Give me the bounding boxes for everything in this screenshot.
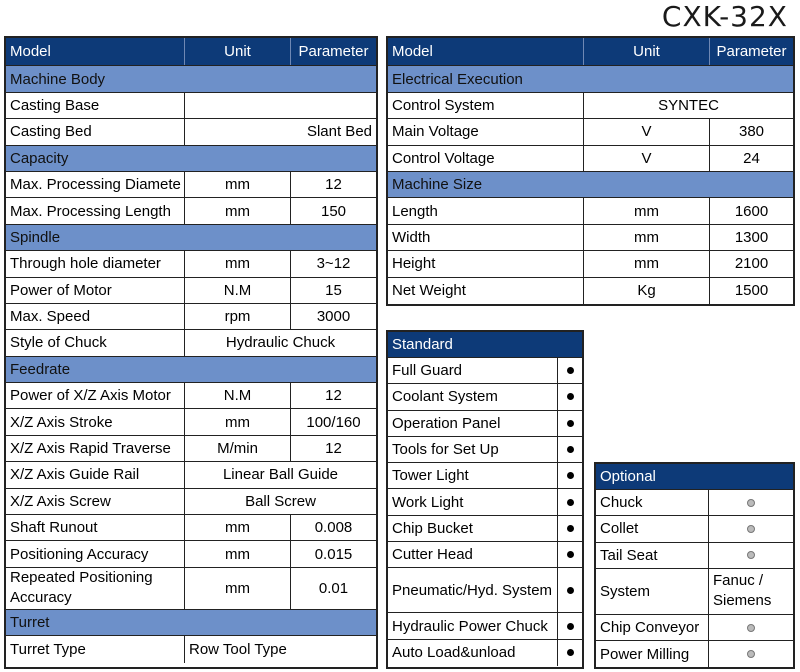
section-row (6, 146, 376, 172)
optional-header (596, 464, 793, 490)
header-parameter: Parameter (298, 43, 369, 61)
table-row (6, 330, 376, 356)
optional-item (596, 543, 793, 569)
standard-item-label: Pneumatic/Hyd. System (388, 568, 558, 612)
included-dot-icon (567, 551, 574, 558)
standard-mark-cell (558, 411, 582, 436)
row-label: Control Voltage (388, 146, 584, 171)
row-label: Style of Chuck (6, 330, 185, 355)
optional-dot-icon (747, 624, 755, 632)
table-row (6, 568, 376, 610)
table-row (6, 436, 376, 462)
included-dot-icon (567, 367, 574, 374)
row-value (185, 93, 376, 118)
section-row (6, 225, 376, 251)
optional-item-label: Chuck (596, 490, 709, 515)
included-dot-icon (567, 499, 574, 506)
standard-mark-cell (558, 358, 582, 383)
row-label: Net Weight (388, 278, 584, 304)
standard-item (388, 463, 582, 489)
row-unit: N.M (185, 278, 291, 303)
row-unit: mm (185, 251, 291, 276)
table-row (388, 225, 793, 251)
table-row (388, 251, 793, 277)
standard-header (388, 332, 582, 358)
row-value: 3~12 (316, 255, 351, 273)
row-unit: mm (185, 198, 291, 223)
table-row (6, 515, 376, 541)
included-dot-icon (567, 623, 574, 630)
table-row (388, 119, 793, 145)
table-row (6, 119, 376, 145)
header-model: Model (388, 38, 584, 65)
header-parameter: Parameter (716, 43, 787, 61)
table-row (388, 278, 793, 304)
standard-item (388, 613, 582, 639)
standard-item (388, 411, 582, 437)
row-unit: mm (185, 568, 291, 609)
standard-mark-cell (558, 640, 582, 666)
optional-table (594, 462, 795, 669)
standard-item-label: Hydraulic Power Chuck (388, 613, 558, 638)
header-model: Model (6, 38, 185, 65)
row-value: 1500 (734, 282, 769, 300)
optional-mark-cell (709, 490, 793, 515)
optional-mark-cell (709, 641, 793, 667)
row-label: X/Z Axis Rapid Traverse (6, 436, 185, 461)
optional-dot-icon (747, 499, 755, 507)
row-value: Row Tool Type (189, 640, 287, 658)
row-label: Max. Speed (6, 304, 185, 329)
section-label: Machine Body (10, 70, 106, 88)
standard-mark-cell (558, 384, 582, 409)
section-label: Turret (10, 614, 50, 631)
row-label: Main Voltage (388, 119, 584, 144)
row-value: 380 (738, 123, 765, 141)
row-label: X/Z Axis Screw (6, 489, 185, 514)
included-dot-icon (567, 525, 574, 532)
optional-dot-icon (747, 650, 755, 658)
optional-item (596, 615, 793, 641)
section-label: Electrical Execution (392, 70, 523, 88)
standard-mark-cell (558, 516, 582, 541)
row-label: Shaft Runout (6, 515, 185, 540)
row-value: 1300 (734, 228, 769, 246)
standard-item-label: Full Guard (388, 358, 558, 383)
standard-mark-cell (558, 437, 582, 462)
included-dot-icon (567, 393, 574, 400)
optional-title: Optional (600, 468, 656, 485)
table-row (6, 172, 376, 198)
standard-mark-cell (558, 568, 582, 612)
section-label: Machine Size (392, 176, 483, 194)
row-value: 150 (320, 202, 347, 220)
table-row (6, 304, 376, 330)
standard-item-label: Auto Load&unload (388, 640, 558, 666)
section-label: Feedrate (10, 360, 71, 378)
optional-dot-icon (747, 525, 755, 533)
optional-item-value: Fanuc / Siemens (713, 572, 772, 610)
standard-mark-cell (558, 542, 582, 567)
table-row (388, 198, 793, 224)
row-value: 24 (743, 149, 760, 167)
included-dot-icon (567, 587, 574, 594)
row-unit: V (584, 146, 710, 171)
table-row (6, 409, 376, 435)
standard-item (388, 489, 582, 515)
row-label: Through hole diameter (6, 251, 185, 276)
table-header (6, 38, 376, 66)
row-value: SYNTEC (658, 96, 719, 114)
row-label: Positioning Accuracy (6, 541, 185, 566)
optional-item-label: Power Milling (596, 641, 709, 667)
included-dot-icon (567, 472, 574, 479)
row-unit: V (584, 119, 710, 144)
row-label: Length (388, 198, 584, 223)
optional-item (596, 641, 793, 667)
standard-item (388, 568, 582, 613)
optional-item (596, 516, 793, 542)
row-label: Casting Base (6, 93, 185, 118)
row-unit: mm (584, 225, 710, 250)
row-unit: Kg (584, 278, 710, 304)
standard-item (388, 516, 582, 542)
section-row (6, 357, 376, 383)
spec-table-right (386, 36, 795, 306)
optional-mark-cell (709, 615, 793, 640)
standard-table (386, 330, 584, 669)
optional-dot-icon (747, 551, 755, 559)
row-unit: mm (185, 172, 291, 197)
model-title: CXK-32X (661, 0, 788, 33)
standard-item (388, 542, 582, 568)
row-unit: mm (584, 198, 710, 223)
row-unit: mm (584, 251, 710, 276)
row-value: Slant Bed (306, 123, 372, 141)
standard-item (388, 358, 582, 384)
section-row (388, 66, 793, 92)
row-value: 1600 (734, 202, 769, 220)
optional-mark-cell (709, 516, 793, 541)
optional-mark-cell (709, 543, 793, 568)
standard-item-label: Operation Panel (388, 411, 558, 436)
standard-item-label: Tools for Set Up (388, 437, 558, 462)
standard-title: Standard (392, 336, 453, 353)
optional-item-label: Collet (596, 516, 709, 541)
row-value: 2100 (734, 255, 769, 273)
table-row (6, 383, 376, 409)
row-label: Power of X/Z Axis Motor (6, 383, 185, 408)
table-row (6, 462, 376, 488)
section-label: Capacity (10, 149, 69, 167)
header-unit: Unit (185, 38, 291, 65)
included-dot-icon (567, 420, 574, 427)
included-dot-icon (567, 649, 574, 656)
row-value: 0.015 (314, 545, 353, 563)
optional-item (596, 569, 793, 615)
row-label: Max. Processing Length (6, 198, 185, 223)
standard-item (388, 640, 582, 666)
row-value: 100/160 (306, 413, 361, 431)
optional-item-label: Chip Conveyor (596, 615, 709, 640)
row-unit: mm (185, 409, 291, 434)
table-row (6, 198, 376, 224)
table-row (6, 278, 376, 304)
spec-table-left (4, 36, 378, 669)
header-unit: Unit (584, 38, 710, 65)
row-unit: mm (185, 515, 291, 540)
row-value: 0.008 (314, 519, 353, 537)
table-row (388, 146, 793, 172)
section-row (6, 610, 376, 636)
row-unit: N.M (185, 383, 291, 408)
row-value: Ball Screw (245, 492, 316, 510)
standard-mark-cell (558, 463, 582, 488)
table-row (6, 541, 376, 567)
row-value: 12 (325, 440, 342, 458)
row-unit: mm (185, 541, 291, 566)
row-unit: M/min (185, 436, 291, 461)
row-label: Height (388, 251, 584, 276)
row-label: Max. Processing Diamete (6, 172, 185, 197)
row-value: Linear Ball Guide (222, 466, 339, 484)
standard-mark-cell (558, 613, 582, 638)
optional-item-label: System (596, 569, 709, 614)
included-dot-icon (567, 446, 574, 453)
row-label: Power of Motor (6, 278, 185, 303)
row-value: 12 (325, 387, 342, 405)
row-label: X/Z Axis Guide Rail (6, 462, 185, 487)
standard-item-label: Coolant System (388, 384, 558, 409)
table-row (6, 251, 376, 277)
standard-mark-cell (558, 489, 582, 514)
standard-item-label: Tower Light (388, 463, 558, 488)
optional-item (596, 490, 793, 516)
row-label: Turret Type (6, 636, 185, 662)
table-row (388, 93, 793, 119)
standard-item (388, 384, 582, 410)
table-row (6, 93, 376, 119)
row-label: Repeated Positioning Accuracy (6, 568, 185, 609)
row-label: Casting Bed (6, 119, 185, 144)
row-value: 0.01 (318, 579, 349, 597)
row-label: Control System (388, 93, 584, 118)
row-label: Width (388, 225, 584, 250)
table-row (6, 636, 376, 662)
row-unit: rpm (185, 304, 291, 329)
standard-item-label: Work Light (388, 489, 558, 514)
standard-item-label: Chip Bucket (388, 516, 558, 541)
row-label: X/Z Axis Stroke (6, 409, 185, 434)
row-value: 3000 (316, 308, 351, 326)
table-header (388, 38, 793, 66)
optional-item-label: Tail Seat (596, 543, 709, 568)
row-value: 15 (325, 281, 342, 299)
section-label: Spindle (10, 228, 61, 246)
row-value: 12 (325, 176, 342, 194)
section-row (6, 66, 376, 92)
row-value: Hydraulic Chuck (225, 334, 336, 352)
standard-item (388, 437, 582, 463)
table-row (6, 489, 376, 515)
standard-item-label: Cutter Head (388, 542, 558, 567)
section-row (388, 172, 793, 198)
